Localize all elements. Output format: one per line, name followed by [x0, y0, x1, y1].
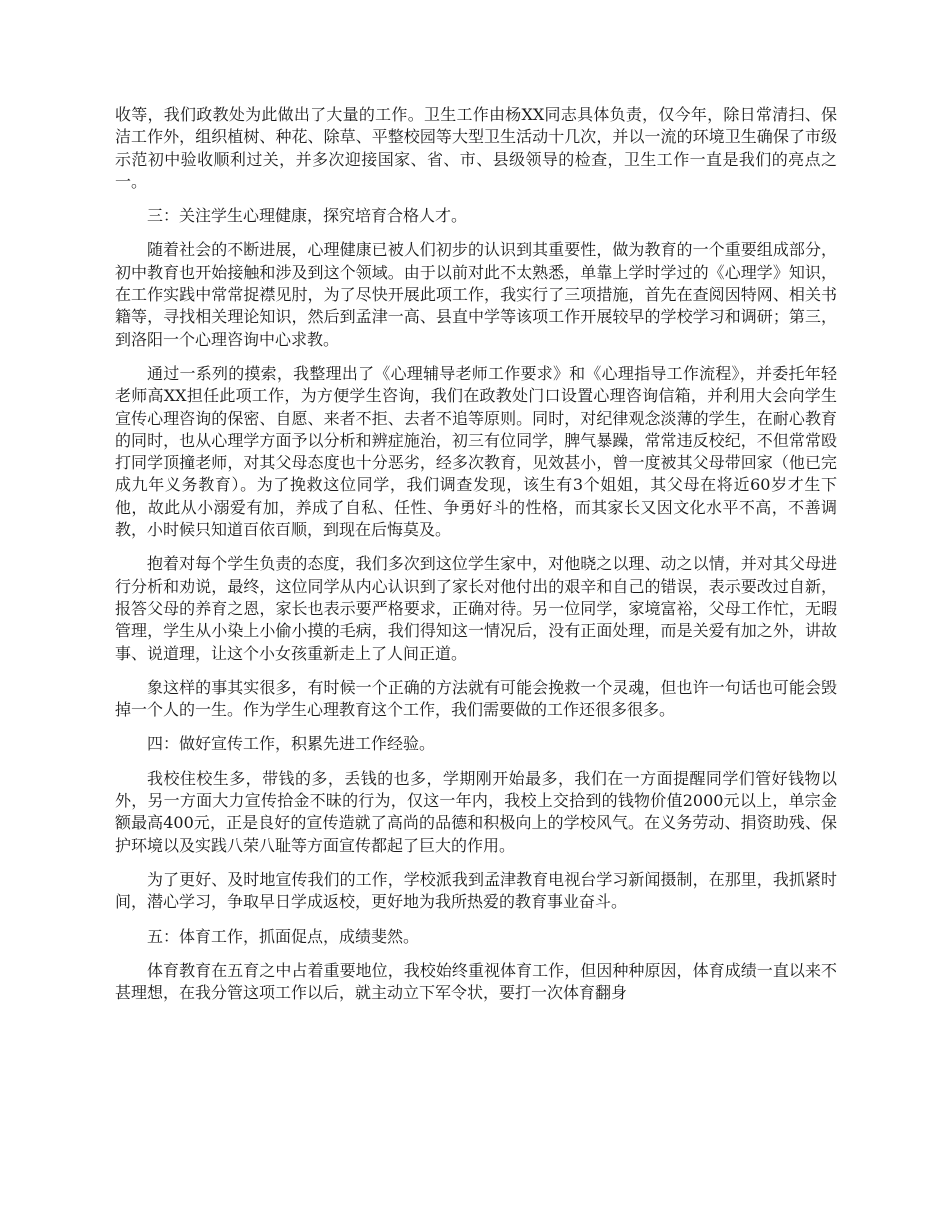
section-heading-psychology: 三：关注学生心理健康，探究培育合格人才。 [147, 206, 468, 226]
paragraph-publicity-training: 为了更好、及时地宣传我们的工作，学校派我到孟津教育电视台学习新闻摄制，在那里，我抓紧时间，潜心学习，争取早日学成返校，更好地为我所热爱的教育事业奋斗。 [115, 869, 837, 912]
section-heading-publicity: 四：做好宣传工作，积累先进工作经验。 [147, 734, 436, 754]
paragraph-sanitation: 收等，我们政教处为此做出了大量的工作。卫生工作由杨XX同志具体负责，仅今年，除日常清扫、保洁工作外，组织植树、种花、除草、平整校园等大型卫生活动十几次，并以一流的环境卫生确保了市级示范初中验收顺利过关，并多次迎接国家、省、市、县级领导的检查，卫生工作一直是我们的亮点之一。 [115, 105, 837, 191]
paragraph-publicity-money: 我校住校生多，带钱的多，丢钱的也多，学期刚开始最多，我们在一方面提醒同学们管好钱物以外，另一方面大力宣传拾金不昧的行为，仅这一年内，我校上交拾到的钱物价值2000元以上，单宗金额最高400元，正是良好的宣传造就了高尚的品德和积极向上的学校风气。在义务劳动、捐资助残、保护环境以及实践八荣八耻等方面宣传都起了巨大的作用。 [115, 768, 837, 855]
paragraph-student-cases: 抱着对每个学生负责的态度，我们多次到这位学生家中，对他晓之以理、动之以情，并对其父母进行分析和劝说，最终，这位同学从内心认识到了家长对他付出的艰辛和自己的错误，表示要改过自新，报答父母的养育之恩，家长也表示要严格要求，正确对待。另一位同学，家境富裕，父母工作忙，无暇管理，学生从小染上小偷小摸的毛病，我们得知这一情况后，没有正面处理，而是关爱有加之外，讲故事、说道理，让这个小女孩重新走上了人间正道。 [115, 554, 837, 663]
paragraph-sports: 体育教育在五育之中占着重要地位，我校始终重视体育工作，但因种种原因，体育成绩一直以来不甚理想，在我分管这项工作以后，就主动立下军令状，要打一次体育翻身 [115, 960, 837, 1003]
paragraph-psychology-measures: 通过一系列的摸索，我整理出了《心理辅导老师工作要求》和《心理指导工作流程》，并委托年轻老师高XX担任此项工作，为方便学生咨询，我们在政教处门口设置心理咨询信箱，并利用大会向学生宣传心理咨询的保密、自愿、来者不拒、去者不追等原则。同时，对纪律观念淡薄的学生，在耐心教育的同时，也从心理学方面予以分析和辨症施治，初三有位同学，脾气暴躁，常常违反校纪，不但常常殴打同学顶撞老师，对其父母态度也十分恶劣，经多次教育，见效甚小，曾一度被其父母带回家（他已完成九年义务教育）。为了挽救这位同学，我们调查发现，该生有3个姐姐，其父母在将近60岁才生下他，故此从小溺爱有加，养成了自私、任性、争勇好斗的性格，而其家长又因文化水平不高，不善调教，小时候只知道百依百顺，到现在后悔莫及。 [115, 363, 837, 540]
paragraph-reflection: 象这样的事其实很多，有时候一个正确的方法就有可能会挽救一个灵魂，但也许一句话也可能会毁掉一个人的一生。作为学生心理教育这个工作，我们需要做的工作还很多很多。 [115, 677, 837, 720]
paragraph-psychology-intro: 随着社会的不断进展，心理健康已被人们初步的认识到其重要性，做为教育的一个重要组成部分，初中教育也开始接触和涉及到这个领域。由于以前对此不太熟悉，单靠上学时学过的《心理学》知识，在工作实践中常常捉襟见肘，为了尽快开展此项工作，我实行了三项措施，首先在查阅因特网、相关书籍等，寻找相关理论知识，然后到孟津一高、县直中学等该项工作开展较早的学校学习和调研；第三，到洛阳一个心理咨询中心求教。 [115, 240, 837, 349]
document-page [115, 104, 837, 1016]
section-heading-sports: 五：体育工作，抓面促点，成绩斐然。 [147, 926, 420, 946]
